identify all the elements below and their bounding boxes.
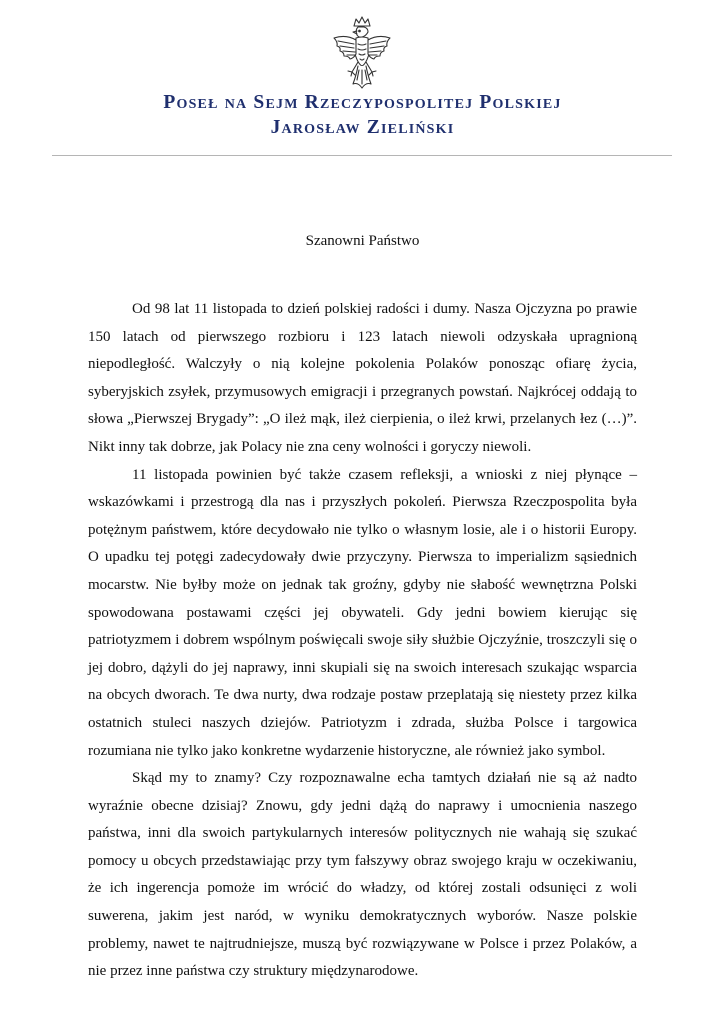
letter-body — [88, 296, 637, 986]
letterhead-title: Poseł na Sejm Rzeczypospolitej Polskiej — [163, 92, 562, 113]
header-divider — [52, 155, 672, 156]
white-eagle-emblem-icon — [328, 14, 396, 94]
paragraph: Od 98 lat 11 listopada to dzień polskiej radości i dumy. Nasza Ojczyzna po prawie 150 latach od pierwszego rozbioru i 123 latach niewoli odzyskała upragnioną niepodległość. Walczyły o nią kolejne pokolenia Polaków ponosząc ofiarę życia, syberyjskich zsyłek, przymusowych emigracji i przegranych powstań. Najkrócej oddają to słowa „Pierwszej Brygady”: „O ileż mąk, ileż cierpienia, o ileż krwi, przelanych łez (…)”. Nikt inny tak dobrze, jak Polacy nie zna ceny wolności i goryczy niewoli. — [88, 301, 637, 455]
paragraph: 11 listopada powinien być także czasem refleksji, a wnioski z niej płynące – wskazówkami i przestrogą dla nas i przyszłych pokoleń. Pierwsza Rzeczpospolita była potężnym państwem, które decydowało nie tylko o własnym losie, ale i o historii Europy. O upadku tej potęgi zadecydowały dwie przyczyny. Pierwsza to imperializm sąsiednich mocarstw. Nie byłby może on jednak tak groźny, gdyby nie słabość wewnętrzna Polski spowodowana postawami części jej obywateli. Gdy jedni bowiem kierując się patriotyzmem i dobrem wspólnym poświęcali swoje siły służbie Ojczyźnie, troszczyli się o jej dobro, dążyli do jej naprawy, inni skupiali się na swoich interesach szukając wsparcia na obcych dworach. Te dwa nurty, dwa rodzaje postaw przeplatają się niestety przez kilka ostatnich stuleci naszych dziejów. Patriotyzm i zdrada, służba Polsce i targowica rozumiana nie tylko jako konkretne wydarzenie historyczne, ale również jako symbol. — [88, 466, 637, 759]
letterhead-name: Jarosław Zieliński — [270, 117, 455, 138]
salutation: Szanowni Państwo — [305, 233, 420, 249]
paragraph: Skąd my to znamy? Czy rozpoznawalne echa tamtych działań nie są aż nadto wyraźnie obecne dzisiaj? Znowu, gdy jedni dążą do naprawy i umocnienia naszego państwa, inni dla swoich partykularnych interesów politycznych nie wahają się szukać pomocy u obcych przedstawiając przy tym fałszywy obraz swojego kraju w oczekiwaniu, że ich ingerencja pomoże im wrócić do władzy, od której zostali odsunięci z woli suwerena, jakim jest naród, w wyniku demokratycznych wyborów. Nasze polskie problemy, nawet te najtrudniejsze, muszą być rozwiązywane w Polsce i przez Polaków, a nie przez inne państwa czy struktury międzynarodowe. — [88, 770, 637, 980]
